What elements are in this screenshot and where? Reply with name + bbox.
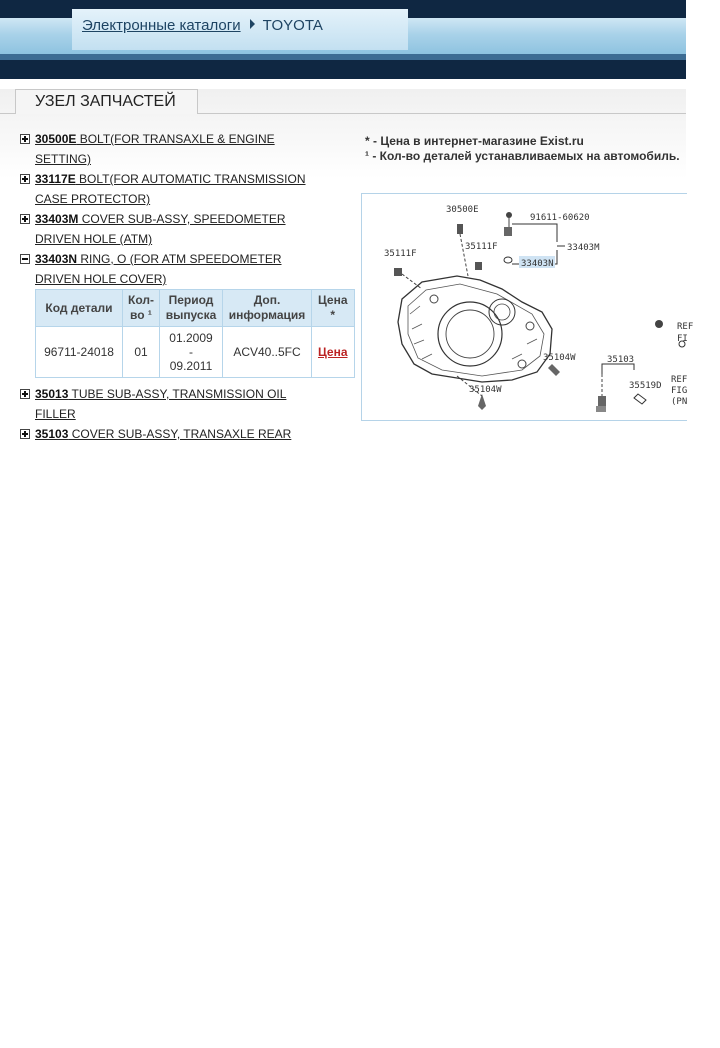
boss-1 [430,295,438,303]
parts-diagram[interactable] [361,193,694,421]
part-item-33403N [20,249,360,289]
cell-period: 01.2009 - 09.2011 [160,327,223,378]
ref-bolt [655,320,663,328]
part-item-35103 [20,424,360,444]
expand-plus-icon[interactable] [20,429,30,439]
col-header-qty: Кол- во ¹ [123,290,160,327]
bolt-35104W-bottom [478,394,486,410]
part-detail-table [35,289,355,378]
header-strip [0,54,686,60]
cell-qty: 01 [123,327,160,378]
part-item-33403M [20,209,360,249]
housing-inner [408,284,544,376]
label-33403M[interactable]: 33403M [567,243,600,253]
chevron-right-icon [250,19,255,29]
ring-33403N [504,257,512,263]
boss-3 [518,360,526,368]
price-note: * - Цена в интернет-магазине Exist.ru [365,134,584,148]
price-link[interactable]: Цена [318,345,348,359]
part-item-35013 [20,384,360,424]
col-header-code: Код детали [36,290,123,327]
label-ref-b: FI [677,334,688,344]
notes [365,134,680,164]
cell-info: ACV40..5FC [223,327,312,378]
boss-2 [526,322,534,330]
part-link[interactable]: 30500E BOLT(FOR TRANSAXLE & ENGINE SETTING) [35,132,275,166]
label-91611[interactable]: 91611-60620 [530,213,590,223]
part-link[interactable]: 33403M COVER SUB-ASSY, SPEEDOMETER DRIVEN HOLE (ATM) [35,212,286,246]
label-ref-d: FIG [671,386,688,396]
qty-note: ¹ - Кол-во деталей устанавливаемых на автомобиль. [365,149,680,163]
parts-list [20,129,360,444]
label-35111F-left[interactable]: 35111F [384,249,417,259]
bolt-35111F-left [394,268,402,276]
breadcrumb-catalogs-link[interactable]: Электронные каталоги [82,17,241,34]
col-header-info: Доп. информация [223,290,312,327]
expand-plus-icon[interactable] [20,389,30,399]
bracket-line [512,224,557,242]
bore-inner [446,310,494,358]
parts-section [0,89,694,441]
expand-plus-icon[interactable] [20,174,30,184]
section-tab: УЗЕЛ ЗАПЧАСТЕЙ [15,89,198,114]
cell-code: 96711-24018 [36,327,123,378]
bolt-91611 [506,212,512,218]
cover-33403M [504,227,512,236]
part-35519D [634,394,646,404]
part-link[interactable]: 35103 COVER SUB-ASSY, TRANSAXLE REAR [35,427,292,441]
expand-plus-icon[interactable] [20,214,30,224]
bore-outer [438,302,502,366]
part-link[interactable]: 35013 TUBE SUB-ASSY, TRANSMISSION OIL FILLER [35,387,287,421]
table-header-row [36,290,355,327]
bracket-35103 [602,364,634,374]
diagram-svg [362,194,694,420]
table-row [36,327,355,378]
part-item-33117E [20,169,360,209]
leader [460,234,468,276]
collapse-minus-icon[interactable] [20,254,30,264]
part-item-30500E [20,129,360,169]
housing-ribs [410,306,537,359]
label-ref-e: (PN [671,397,688,407]
part-link[interactable]: 33403N RING, O (FOR ATM SPEEDOMETER DRIVEN HOLE COVER) [35,252,282,286]
col-header-period: Период выпуска [160,290,223,327]
leader [402,274,422,289]
label-35104W-right[interactable]: 35104W [543,353,576,363]
label-30500E[interactable]: 30500E [446,205,479,215]
bolt-30500E [457,224,463,234]
expand-plus-icon[interactable] [20,134,30,144]
header-bar [0,0,686,79]
breadcrumb-current: TOYOTA [262,17,323,34]
label-33403N[interactable]: 33403N [521,259,554,269]
label-35103[interactable]: 35103 [607,355,635,365]
small-bore-inner [494,304,510,320]
breadcrumb [82,17,323,34]
label-ref-c: REF [671,375,688,385]
label-35111F-mid[interactable]: 35111F [465,242,498,252]
label-35519D[interactable]: 35519D [629,381,662,391]
label-ref-a: REF [677,322,694,332]
cell-price [312,327,355,378]
part-link[interactable]: 33117E BOLT(FOR AUTOMATIC TRANSMISSION CASE PROTECTOR) [35,172,306,206]
bolt-35111F-mid [475,262,482,270]
label-35104W-bottom[interactable]: 35104W [469,385,502,395]
bolt-35104W-right [548,364,560,376]
col-header-price: Цена * [312,290,355,327]
cover-35103-base [596,406,606,412]
